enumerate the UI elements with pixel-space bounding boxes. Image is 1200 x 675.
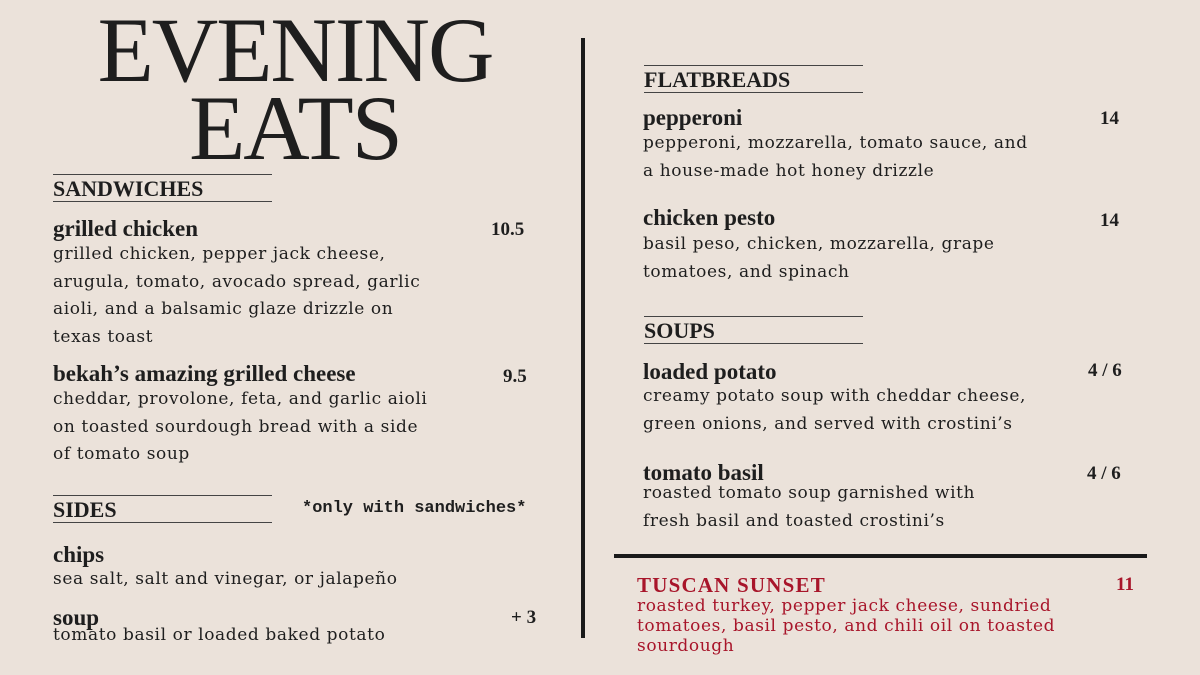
item-name-chicken-pesto: chicken pesto	[643, 205, 776, 230]
item-name-grilled-cheese: bekah’s amazing grilled cheese	[53, 361, 356, 386]
item-desc-grilled-chicken	[53, 241, 420, 351]
section-heading-flatbreads: FLATBREADS	[644, 65, 863, 93]
desc-line: pepperoni, mozzarella, tomato sauce, and	[643, 133, 1028, 153]
desc-line: a house-made hot honey drizzle	[643, 160, 935, 181]
item-price-grilled-chicken: 10.5	[491, 219, 525, 240]
title-line-1: EVENING	[97, 0, 493, 101]
item-name-grilled-chicken: grilled chicken	[53, 216, 199, 241]
item-name-loaded-potato: loaded potato	[643, 359, 777, 384]
special-desc-line: sourdough	[637, 636, 735, 656]
desc-line: of tomato soup	[53, 444, 190, 464]
item-price-loaded-potato: 4 / 6	[1088, 360, 1122, 381]
item-desc-loaded-potato	[643, 383, 1026, 438]
desc-line: fresh basil and toasted crostini’s	[643, 510, 945, 531]
section-heading-sides: SIDES	[53, 495, 272, 523]
desc-line: on toasted sourdough bread with a side	[53, 416, 419, 437]
desc-line: arugula, tomato, avocado spread, garlic	[53, 271, 421, 292]
item-desc-chicken-pesto	[643, 231, 995, 286]
desc-line: grilled chicken, pepper jack cheese,	[53, 244, 386, 264]
item-name-soup-side: soup	[53, 605, 100, 630]
item-price-chicken-pesto: 14	[1100, 210, 1119, 231]
special-price: 11	[1116, 574, 1134, 595]
desc-line: creamy potato soup with cheddar cheese,	[643, 386, 1027, 406]
desc-line: aioli, and a balsamic glaze drizzle on	[53, 299, 394, 319]
item-desc-pepperoni	[643, 130, 1028, 185]
section-heading-sandwiches: SANDWICHES	[53, 174, 272, 202]
horizontal-divider	[614, 554, 1147, 558]
item-price-grilled-cheese: 9.5	[503, 366, 527, 387]
vertical-divider	[581, 38, 585, 638]
desc-line: basil peso, chicken, mozzarella, grape	[643, 234, 995, 254]
item-desc-grilled-cheese	[53, 386, 427, 469]
item-name-pepperoni: pepperoni	[643, 105, 743, 130]
item-name-tomato-basil: tomato basil	[643, 460, 764, 485]
title-line-2: EATS	[189, 77, 401, 179]
item-price-pepperoni: 14	[1100, 108, 1119, 129]
desc-line: green onions, and served with crostini’s	[643, 413, 1013, 434]
special-desc-line: tomatoes, basil pesto, and chili oil on toasted	[637, 616, 1056, 636]
menu-title	[65, 0, 525, 179]
desc-line: roasted tomato soup garnished with	[643, 483, 976, 503]
item-desc-chips: sea salt, salt and vinegar, or jalapeño	[53, 569, 398, 589]
sides-note: *only with sandwiches*	[302, 499, 527, 518]
item-name-chips: chips	[53, 542, 105, 567]
special-name: TUSCAN SUNSET	[637, 573, 826, 597]
item-price-soup-side: + 3	[511, 607, 537, 628]
item-price-tomato-basil: 4 / 6	[1087, 463, 1121, 484]
special-desc-line: roasted turkey, pepper jack cheese, sundried	[637, 596, 1052, 616]
item-desc-tomato-basil	[643, 480, 975, 535]
section-heading-soups: SOUPS	[644, 316, 863, 344]
item-desc-soup-side: tomato basil or loaded baked potato	[53, 625, 386, 645]
desc-line: tomatoes, and spinach	[643, 261, 850, 282]
special-desc	[637, 596, 1055, 656]
desc-line: cheddar, provolone, feta, and garlic aioli	[53, 389, 428, 409]
desc-line: texas toast	[53, 326, 154, 347]
